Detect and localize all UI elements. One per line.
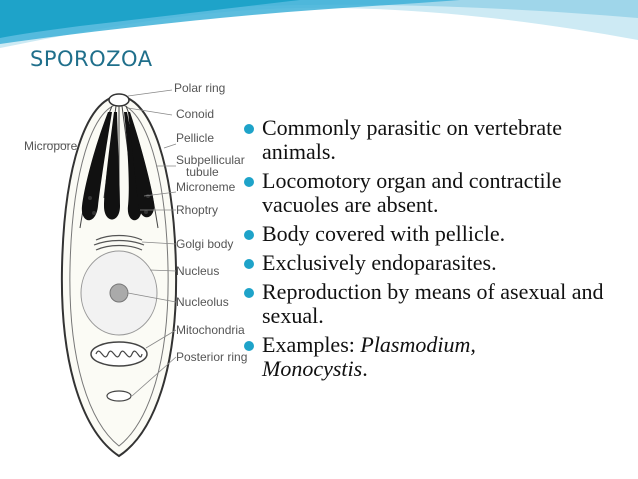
bullet-text-prefix: Examples:	[262, 332, 361, 357]
bullet-list	[244, 116, 634, 386]
label-tubule: tubule	[186, 165, 219, 179]
bullet-text-suffix: .	[362, 356, 368, 381]
bullet-item	[244, 333, 634, 381]
label-rhoptry: Rhoptry	[176, 203, 219, 217]
label-microneme: Microneme	[176, 180, 236, 194]
bullet-text: Body covered with pellicle.	[262, 221, 506, 246]
bullet-item	[244, 169, 634, 217]
bullet-dot-icon	[244, 230, 254, 240]
label-golgi-body: Golgi body	[176, 237, 234, 251]
nucleolus-shape	[110, 284, 128, 302]
label-conoid: Conoid	[176, 107, 215, 121]
label-pellicle: Pellicle	[176, 131, 215, 145]
label-subpellicular: Subpellicular	[176, 153, 245, 167]
bullet-dot-icon	[244, 288, 254, 298]
bullet-text: Exclusively endoparasites.	[262, 250, 497, 275]
example-plasmodium: Plasmodium,	[360, 332, 476, 357]
slide-title: SPOROZOA	[30, 47, 153, 71]
bullet-dot-icon	[244, 259, 254, 269]
posterior-ring-shape	[107, 391, 131, 401]
sporozoa-cell-diagram	[24, 78, 254, 473]
example-monocystis: Monocystis	[262, 356, 363, 381]
bullet-dot-icon	[244, 124, 254, 134]
mitochondria-shape	[91, 342, 147, 366]
bullet-text: Commonly parasitic on vertebrate animals.	[262, 115, 562, 164]
label-mitochondria: Mitochondria	[176, 323, 245, 337]
bullet-text: Reproduction by means of asexual and sexual.	[262, 279, 604, 328]
bullet-dot-icon	[244, 341, 254, 351]
bullet-item	[244, 280, 634, 328]
label-nucleus: Nucleus	[176, 264, 220, 278]
polar-ring-shape	[109, 94, 129, 106]
label-polar-ring: Polar ring	[174, 81, 226, 95]
label-nucleolus: Nucleolus	[176, 295, 229, 309]
label-micropore: Micropore	[24, 139, 78, 153]
bullet-item	[244, 116, 634, 164]
bullet-text: Locomotory organ and contractile vacuoles are absent.	[262, 168, 562, 217]
bullet-item	[244, 251, 634, 275]
bullet-dot-icon	[244, 177, 254, 187]
label-posterior-ring: Posterior ring	[176, 350, 248, 364]
bullet-item	[244, 222, 634, 246]
